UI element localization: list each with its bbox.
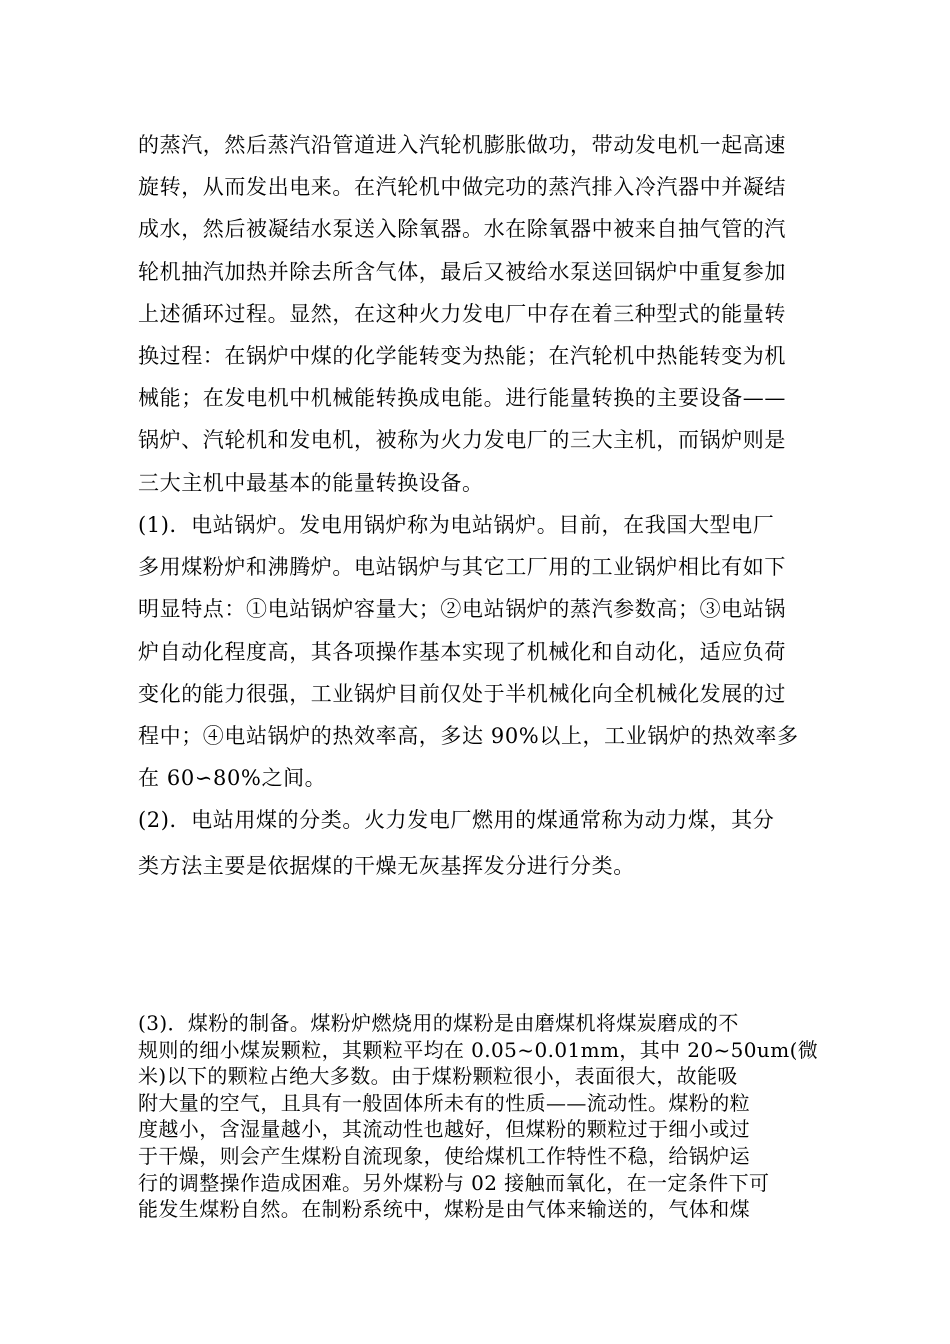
text-line: 米)以下的颗粒占绝大多数。由于煤粉颗粒很小，表面很大，故能吸	[138, 1064, 738, 1089]
text-line: 械能；在发电机中机械能转换成电能。进行能量转换的主要设备——	[138, 386, 786, 411]
text-line: 轮机抽汽加热并除去所含气体，最后又被给水泵送回锅炉中重复参加	[138, 259, 786, 284]
paragraph-power-station-boiler	[138, 504, 818, 799]
paragraph-power-plant-cycle	[138, 124, 818, 504]
text-line: 换过程：在锅炉中煤的化学能转变为热能；在汽轮机中热能转变为机	[138, 343, 786, 368]
text-line: 成水，然后被凝结水泵送入除氧器。水在除氧器中被来自抽气管的汽	[138, 217, 786, 242]
paragraph-coal-powder-preparation	[138, 1010, 818, 1223]
text-line: (2)．电站用煤的分类。火力发电厂燃用的煤通常称为动力煤，其分	[138, 808, 775, 832]
text-line: 的蒸汽，然后蒸汽沿管道进入汽轮机膨胀做功，带动发电机一起高速	[138, 133, 786, 157]
text-line: 炉自动化程度高，其各项操作基本实现了机械化和自动化，适应负荷	[138, 639, 786, 664]
text-line: 在 60∽80%之间。	[138, 766, 327, 791]
text-line: 度越小，含湿量越小，其流动性也越好，但煤粉的颗粒过于细小或过	[138, 1117, 750, 1142]
text-line: 于干燥，则会产生煤粉自流现象，使给煤机工作特性不稳，给锅炉运	[138, 1143, 750, 1168]
text-line: 旋转，从而发出电来。在汽轮机中做完功的蒸汽排入冷汽器中并凝结	[138, 175, 786, 200]
text-line: 上述循环过程。显然，在这种火力发电厂中存在着三种型式的能量转	[138, 301, 786, 326]
text-line: 锅炉、汽轮机和发电机，被称为火力发电厂的三大主机，而锅炉则是	[138, 428, 786, 453]
text-line: 能发生煤粉自然。在制粉系统中，煤粉是由气体来输送的，气体和煤	[138, 1197, 750, 1222]
text-line: (1)．电站锅炉。发电用锅炉称为电站锅炉。目前，在我国大型电厂	[138, 513, 775, 537]
text-line: 规则的细小煤炭颗粒，其颗粒平均在 0.05~0.01mm，其中 20~50um(微	[138, 1037, 819, 1062]
text-line: 多用煤粉炉和沸腾炉。电站锅炉与其它工厂用的工业锅炉相比有如下	[138, 555, 786, 580]
text-line: 变化的能力很强，工业锅炉目前仅处于半机械化向全机械化发展的过	[138, 681, 786, 706]
text-line: 类方法主要是依据煤的干燥无灰基挥发分进行分类。	[138, 854, 635, 879]
paragraph-coal-classification	[138, 799, 818, 887]
text-line: 三大主机中最基本的能量转换设备。	[138, 470, 484, 495]
text-line: (3)．煤粉的制备。煤粉炉燃烧用的煤粉是由磨煤机将煤炭磨成的不	[138, 1011, 739, 1035]
text-line: 行的调整操作造成困难。另外煤粉与 02 接触而氧化，在一定条件下可	[138, 1170, 770, 1195]
text-line: 明显特点：①电站锅炉容量大；②电站锅炉的蒸汽参数高；③电站锅	[138, 597, 786, 622]
text-line: 程中；④电站锅炉的热效率高，多达 90%以上，工业锅炉的热效率多	[138, 723, 799, 748]
text-line: 附大量的空气，且具有一般固体所未有的性质——流动性。煤粉的粒	[138, 1090, 750, 1115]
